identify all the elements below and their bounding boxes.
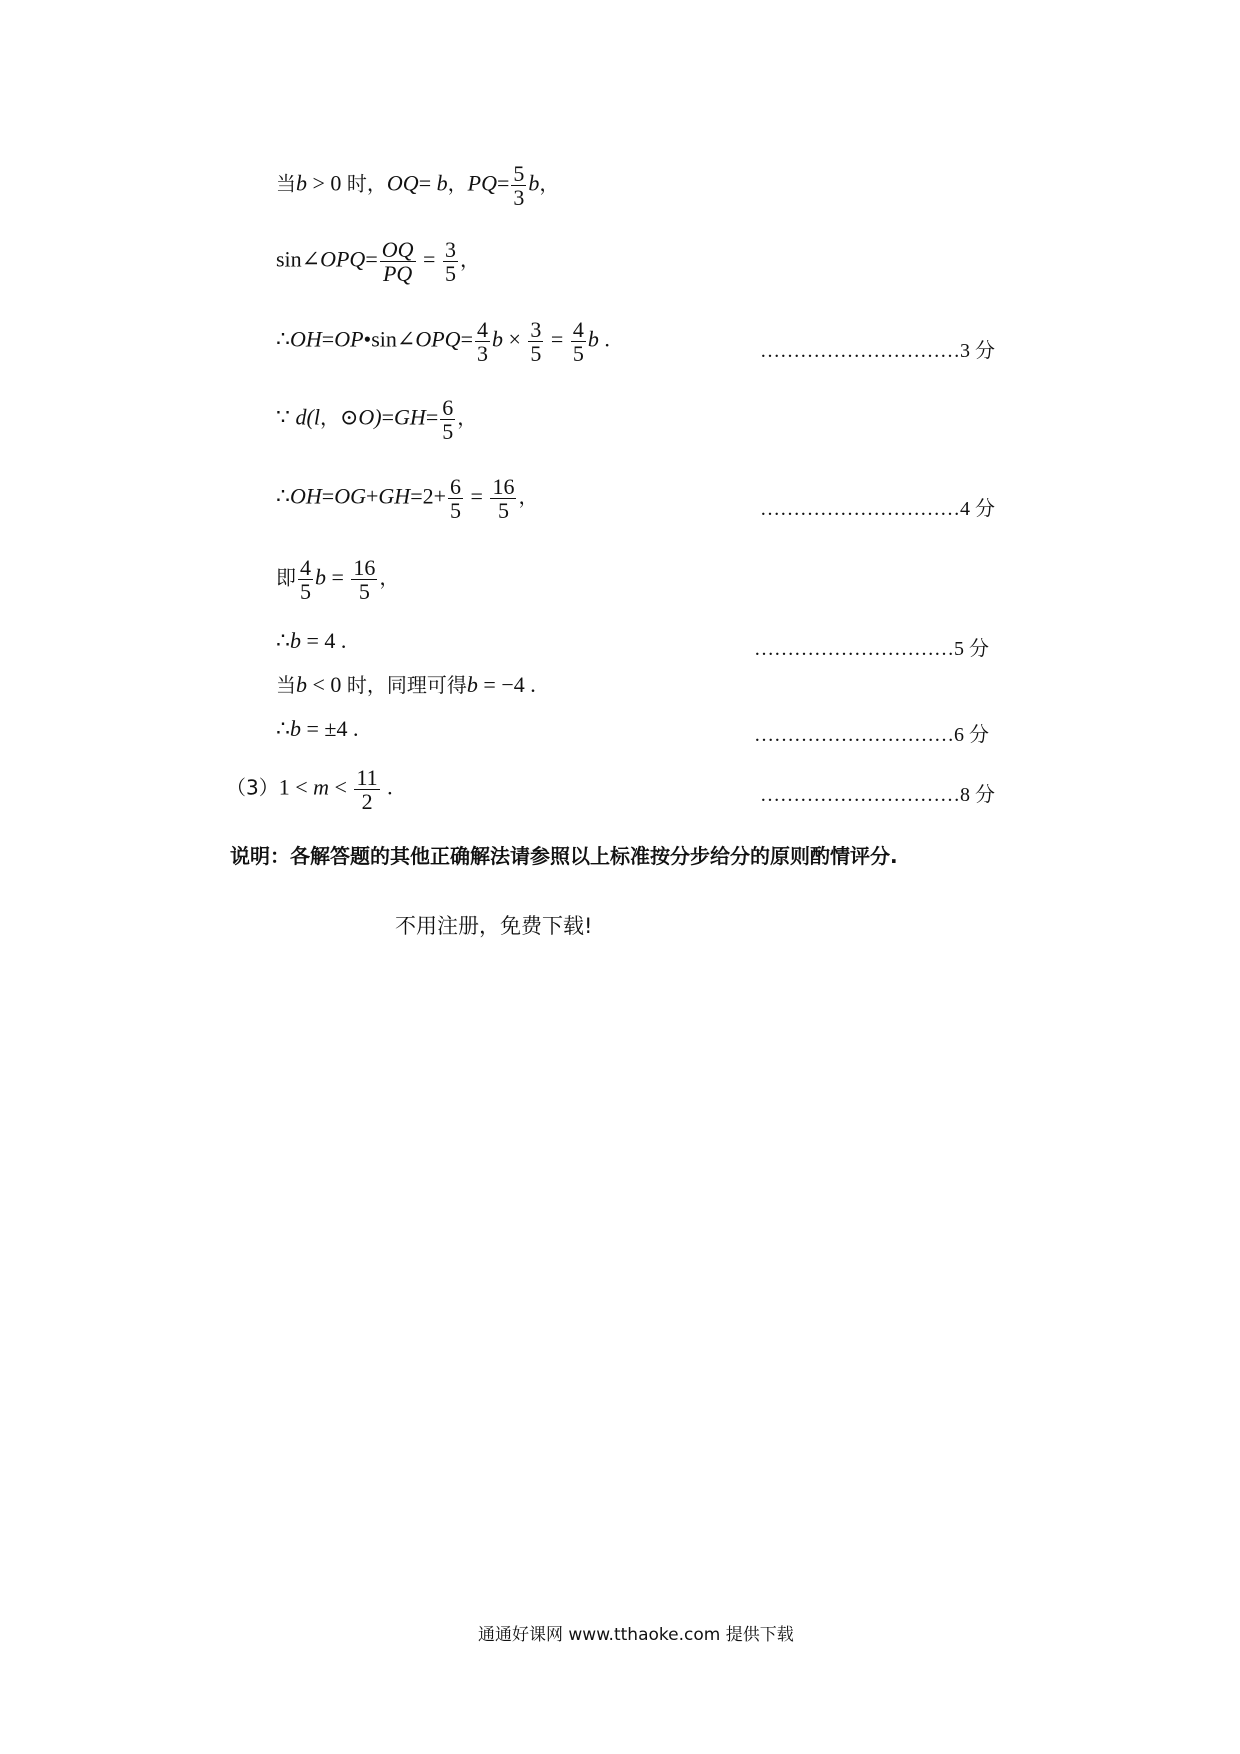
grading-note: 说明：各解答题的其他正确解法请参照以上标准按分步给分的原则酌情评分.	[230, 844, 898, 868]
score-5: …………………………5 分	[754, 638, 989, 660]
free-download-text: 不用注册，免费下载!	[395, 914, 593, 938]
footer-text: 通通好课网 www.tthaoke.com 提供下载	[478, 1625, 794, 1645]
fraction: $\frac{OQ}{PQ}$	[381, 237, 414, 287]
step-line-6: 即 $\frac{4}{5}$ b = $\frac{16}{5}$ ，	[276, 555, 400, 605]
step-line-9: ∴b = ±4 .	[276, 716, 359, 741]
step-line-3: ∴OH=OP•sin∠OPQ= $\frac{4}{3}$ b × $\frac{3}{5}$ = $\frac{4}{5}$ b .	[276, 317, 610, 367]
fraction: $\frac{3}{5}$	[444, 237, 456, 287]
fraction: $\frac{5}{3}$	[513, 161, 525, 211]
score-6: …………………………6 分	[754, 724, 989, 746]
step-line-5: ∴OH=OG+GH=2+ $\frac{6}{5}$ = $\frac{16}{5}$ ，	[276, 474, 539, 524]
fraction: $\frac{6}{5}$	[442, 395, 454, 445]
step-line-8: 当b < 0 时，同理可得b = −4 .	[276, 672, 536, 697]
fraction: $\frac{4}{3}$	[476, 317, 488, 367]
fraction: $\frac{11}{2}$	[356, 765, 378, 815]
fraction: $\frac{4}{5}$	[572, 317, 584, 367]
step-line-4: ∵ d(l，⊙O)=GH= $\frac{6}{5}$ ，	[276, 395, 478, 445]
fraction: $\frac{16}{5}$	[353, 555, 376, 605]
step-line-1: 当b > 0 时，OQ= b，PQ= $\frac{5}{3}$ b，	[276, 161, 560, 211]
step-line-10: （3）1 < m < $\frac{11}{2}$ .	[226, 765, 393, 815]
score-3: …………………………3 分	[760, 340, 995, 362]
step-line-2: sin∠OPQ= $\frac{OQ}{PQ}$ = $\frac{3}{5}$ ，	[276, 237, 480, 287]
step-line-7: ∴b = 4 .	[276, 628, 347, 653]
score-8: …………………………8 分	[760, 784, 995, 806]
fraction: $\frac{4}{5}$	[300, 555, 311, 605]
score-4: …………………………4 分	[760, 498, 995, 520]
fraction: $\frac{16}{5}$	[492, 474, 515, 524]
fraction: $\frac{3}{5}$	[530, 317, 542, 367]
fraction: $\frac{6}{5}$	[450, 474, 462, 524]
